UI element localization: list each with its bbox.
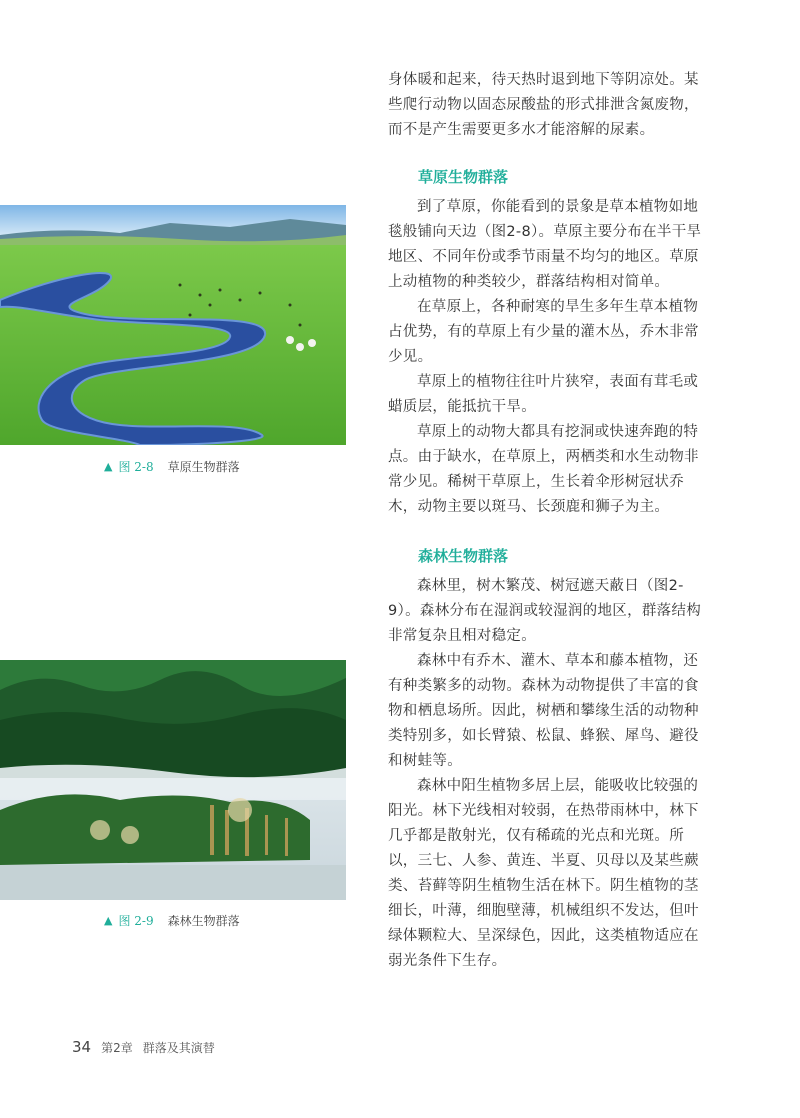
triangle-icon: ▲ xyxy=(104,460,113,473)
page-number: 34 xyxy=(72,1038,92,1056)
forest-illustration xyxy=(0,660,346,900)
grassland-paragraph: 在草原上，各种耐寒的旱生多年生草本植物占优势，有的草原上有少量的灌木丛，乔木非常少见。 xyxy=(388,299,699,365)
forest-paragraph: 森林里，树木繁茂、树冠遮天蔽日（图2-9）。森林分布在湿润或较湿润的地区，群落结构非常复杂且相对稳定。 xyxy=(388,578,702,644)
page-footer xyxy=(72,1038,215,1056)
figure-number: 图 2-8 xyxy=(118,460,154,474)
forest-section-title: 森林生物群落 xyxy=(418,547,509,565)
grassland-illustration xyxy=(0,205,346,445)
text-column xyxy=(388,68,708,974)
grassland-paragraph: 到了草原，你能看到的景象是草本植物如地毯般铺向天边（图2-8）。草原主要分布在半干旱地区、不同年份或季节雨量不均匀的地区。草原上动植物的种类较少，群落结构相对简单。 xyxy=(388,199,702,290)
figure-number: 图 2-9 xyxy=(118,914,154,928)
forest-paragraph: 森林中有乔木、灌木、草本和藤本植物，还有种类繁多的动物。森林为动物提供了丰富的食物和栖息场所。因此，树栖和攀缘生活的动物种类特别多，如长臂猿、松鼠、蜂猴、犀鸟、避役和树蛙等。 xyxy=(388,653,699,769)
grassland-photo xyxy=(0,205,346,445)
forest-paragraph: 森林中阳生植物多居上层，能吸收比较强的阳光。林下光线相对较弱，在热带雨林中，林下几乎都是散射光，仅有稀疏的光点和光斑。所以，三七、人参、黄连、半夏、贝母以及某些蕨类、苔藓等阴生植物生活在林下。阴生植物的茎细长，叶薄，细胞壁薄，机械组织不发达，但叶绿体颗粒大、呈深绿色，因此，这类植物适应在弱光条件下生存。 xyxy=(388,778,699,969)
grassland-section-title: 草原生物群落 xyxy=(418,168,509,186)
figure-2-9-caption xyxy=(104,912,240,929)
grassland-paragraph: 草原上的动物大都具有挖洞或快速奔跑的特点。由于缺水，在草原上，两栖类和水生动物非常少见。稀树干草原上，生长着伞形树冠状乔木，动物主要以斑马、长颈鹿和狮子为主。 xyxy=(388,424,699,515)
triangle-icon: ▲ xyxy=(104,914,113,927)
intro-paragraph: 身体暖和起来，待天热时退到地下等阴凉处。某些爬行动物以固态尿酸盐的形式排泄含氮废物，而不是产生需要更多水才能溶解的尿素。 xyxy=(388,72,699,138)
chapter-label: 第2章 xyxy=(101,1041,133,1055)
figure-title: 森林生物群落 xyxy=(167,914,240,928)
chapter-title: 群落及其演替 xyxy=(142,1041,215,1055)
forest-photo xyxy=(0,660,346,900)
figure-2-8-caption xyxy=(104,458,240,475)
figure-title: 草原生物群落 xyxy=(167,460,240,474)
grassland-paragraph: 草原上的植物往往叶片狭窄，表面有茸毛或蜡质层，能抵抗干旱。 xyxy=(388,374,699,415)
